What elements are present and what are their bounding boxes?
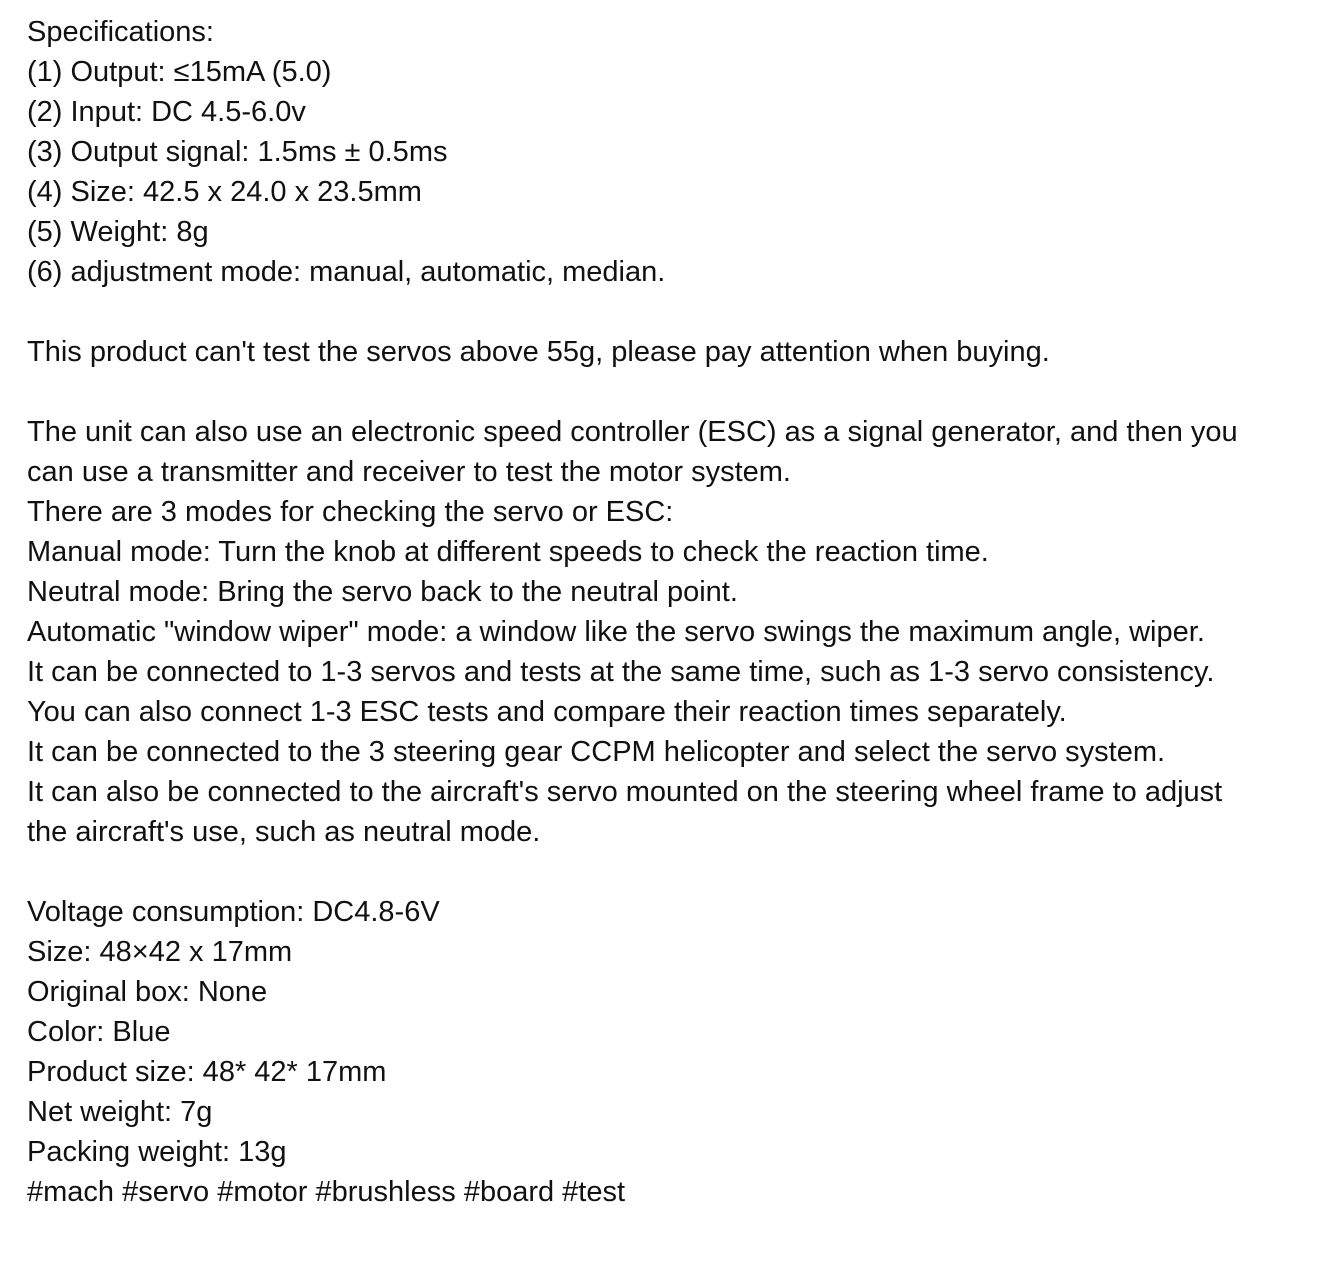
description-line: There are 3 modes for checking the servo or ESC: [27, 496, 674, 528]
description-line: can use a transmitter and receiver to test the motor system. [27, 456, 791, 488]
detail-packing-weight: Packing weight: 13g [27, 1136, 287, 1168]
detail-size: Size: 48×42 x 17mm [27, 936, 293, 968]
warning-text: This product can't test the servos above 55g, please pay attention when buying. [27, 336, 1050, 368]
description-line: The unit can also use an electronic speed controller (ESC) as a signal generator, and then you [27, 416, 1238, 448]
detail-net-weight: Net weight: 7g [27, 1096, 213, 1128]
description-line: Automatic "window wiper" mode: a window like the servo swings the maximum angle, wiper. [27, 616, 1205, 648]
product-description-document [27, 12, 1317, 1212]
paragraph-spacer [27, 292, 1317, 332]
paragraph-spacer [27, 372, 1317, 412]
detail-original-box: Original box: None [27, 976, 268, 1008]
spec-item-output-signal: (3) Output signal: 1.5ms ± 0.5ms [27, 136, 448, 168]
paragraph-spacer [27, 852, 1317, 892]
spec-item-output: (1) Output: ≤15mA (5.0) [27, 56, 332, 88]
specifications-heading: Specifications: [27, 16, 214, 48]
detail-voltage-consumption: Voltage consumption: DC4.8-6V [27, 896, 440, 928]
description-line: It can be connected to 1-3 servos and tests at the same time, such as 1-3 servo consistency. [27, 656, 1215, 688]
spec-item-weight: (5) Weight: 8g [27, 216, 209, 248]
description-line: Manual mode: Turn the knob at different speeds to check the reaction time. [27, 536, 989, 568]
detail-color: Color: Blue [27, 1016, 171, 1048]
description-line: Neutral mode: Bring the servo back to the neutral point. [27, 576, 738, 608]
hashtags: #mach #servo #motor #brushless #board #test [27, 1176, 626, 1208]
spec-item-size: (4) Size: 42.5 x 24.0 x 23.5mm [27, 176, 422, 208]
detail-product-size: Product size: 48* 42* 17mm [27, 1056, 387, 1088]
description-line: It can also be connected to the aircraft's servo mounted on the steering wheel frame to adjust [27, 776, 1223, 808]
description-line: You can also connect 1-3 ESC tests and compare their reaction times separately. [27, 696, 1067, 728]
description-line: It can be connected to the 3 steering gear CCPM helicopter and select the servo system. [27, 736, 1166, 768]
spec-item-adjustment-mode: (6) adjustment mode: manual, automatic, median. [27, 256, 666, 288]
description-line: the aircraft's use, such as neutral mode. [27, 816, 541, 848]
spec-item-input: (2) Input: DC 4.5-6.0v [27, 96, 306, 128]
